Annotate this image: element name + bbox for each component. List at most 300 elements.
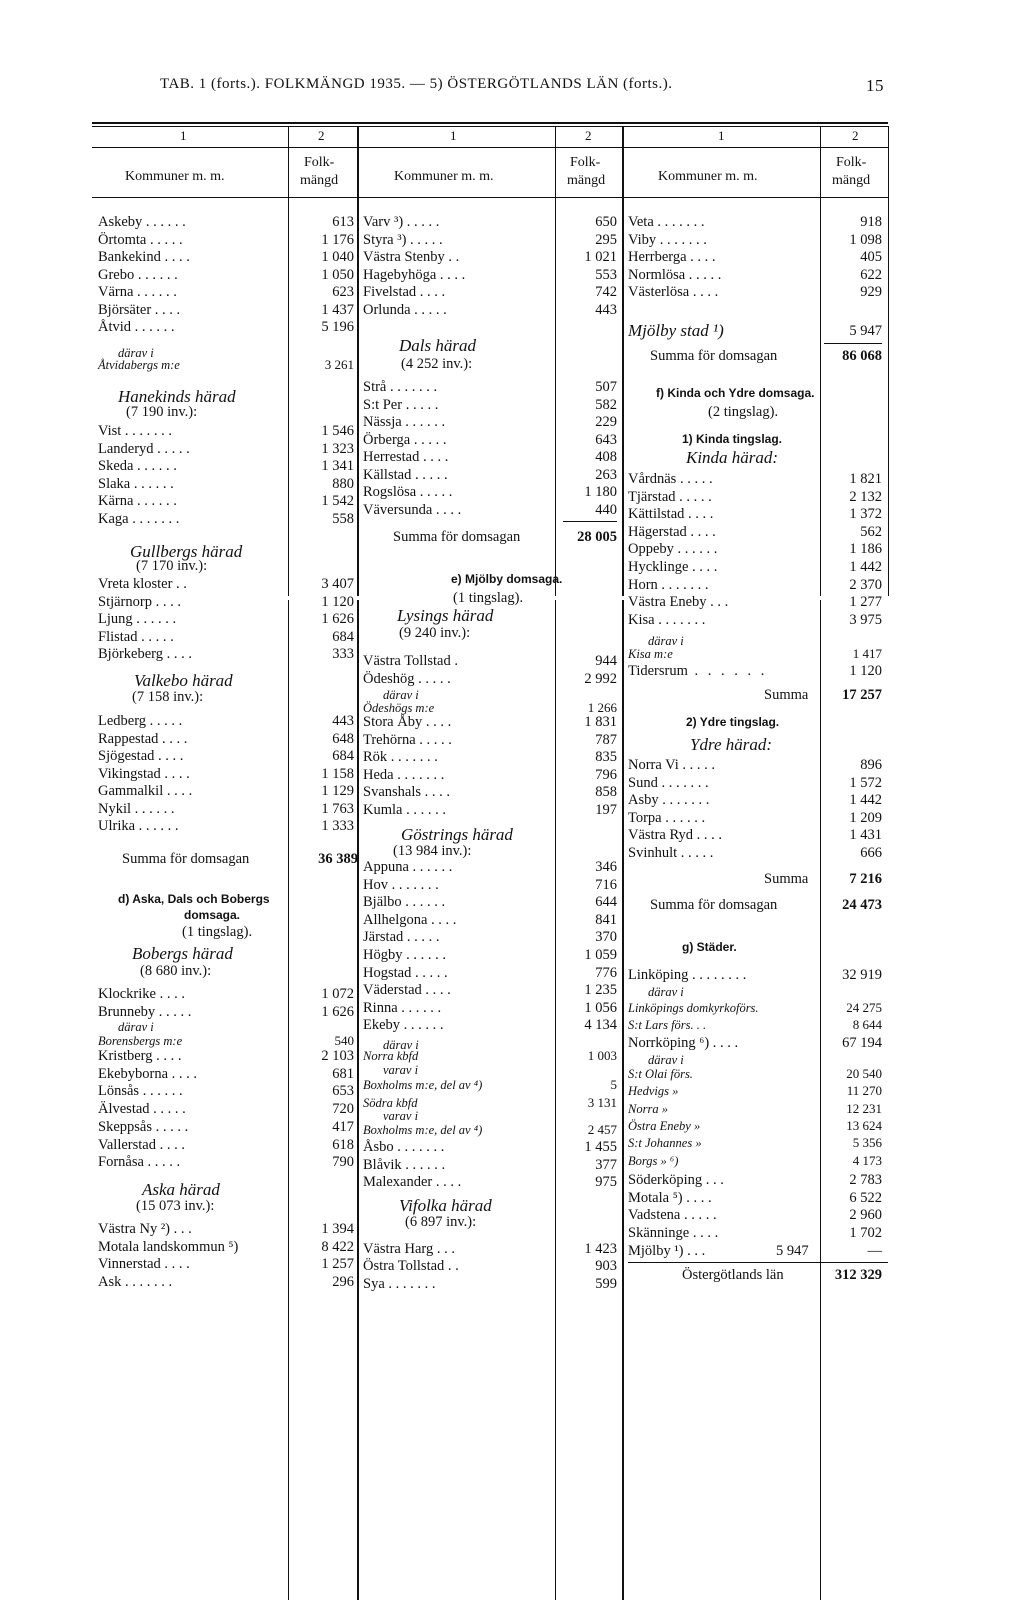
row-value: 20 540 (846, 1066, 882, 1081)
section-head: f) Kinda och Ydre domsaga. (656, 386, 815, 400)
row-name: Summa (764, 687, 809, 703)
row-name: Ulrika . . . . . . (98, 818, 179, 834)
row-value: 643 (595, 431, 617, 448)
row-value: 2 103 (321, 1048, 354, 1064)
row-value: 1 098 (849, 231, 882, 248)
row-value: 1 455 (584, 1139, 617, 1155)
table-row (98, 593, 358, 611)
table-row (363, 981, 617, 999)
row-value: 684 (332, 628, 354, 645)
harad-title: Hanekinds härad (118, 387, 236, 406)
table-row (98, 1238, 358, 1256)
page-title: TAB. 1 (forts.). FOLKMÄNGD 1935. — 5) ÖSTERGÖTLANDS LÄN (forts.). (160, 76, 673, 92)
row-name: Hedvigs » (628, 1084, 679, 1099)
row-name: Åsbo . . . . . . . (363, 1139, 445, 1155)
table-row (363, 876, 617, 894)
harad-title: Lysings härad (397, 606, 494, 625)
table-row (363, 378, 617, 396)
table-row (363, 652, 617, 670)
row-name: Herrberga . . . . (628, 249, 716, 265)
row-value: 1 431 (849, 827, 882, 843)
table-row (363, 231, 617, 249)
sum-rule (824, 343, 882, 344)
table-row (628, 1134, 882, 1152)
row-name: Västra Ny ²) . . . (98, 1221, 192, 1237)
row-name: Söderköping . . . (628, 1172, 724, 1188)
col-num-6: 2 (852, 128, 859, 143)
harad-title: Göstrings härad (401, 825, 513, 844)
col-pop-1a: Folk- (304, 155, 335, 170)
row-name: Väderstad . . . . (363, 982, 451, 999)
row-value: 896 (860, 757, 882, 773)
row-name: Askeby . . . . . . (98, 214, 186, 230)
row-name: Mjölby ¹) . . . (628, 1243, 706, 1259)
table-row (98, 800, 358, 818)
row-value: 944 (595, 653, 617, 669)
table-row (628, 1206, 882, 1224)
summa-row (628, 870, 882, 888)
row-value: 295 (595, 231, 617, 248)
row-name: Kaga . . . . . . . (98, 511, 180, 527)
row-name: Svinhult . . . . . (628, 844, 714, 861)
row-name: Bankekind . . . . (98, 249, 190, 265)
row-value: 1 186 (849, 541, 882, 558)
row-value: 1 158 (321, 765, 354, 782)
row-value: 841 (595, 911, 617, 928)
table-row (98, 510, 358, 528)
table-row (363, 766, 617, 784)
row-name: Nässja . . . . . . (363, 414, 446, 430)
row-value: 3 261 (324, 357, 354, 372)
row-name: Herrestad . . . . (363, 449, 449, 465)
harad-pop: (15 073 inv.): (136, 1198, 215, 1214)
table-row (98, 1220, 358, 1238)
row-name: Sund . . . . . . . (628, 774, 709, 791)
table-row (98, 1100, 358, 1118)
summa-row (628, 896, 882, 914)
table-row (98, 475, 358, 493)
row-name: Åtvidabergs m:e (98, 358, 180, 372)
darav-label: därav i (648, 985, 684, 999)
row-value: 12 231 (846, 1100, 882, 1116)
row-name: Ödeshögs m:e (363, 701, 435, 715)
table-row (363, 213, 617, 231)
sum-rule (563, 521, 617, 522)
row-name: Summa för domsagan (650, 348, 778, 364)
table-row (363, 946, 617, 964)
row-value: 776 (595, 964, 617, 981)
table-row (363, 1240, 617, 1258)
row-name: Viby . . . . . . . (628, 231, 707, 248)
table-row (628, 558, 882, 576)
table-row (628, 593, 882, 611)
ting-head: 2) Ydre tingslag. (686, 715, 780, 729)
row-value: 6 522 (849, 1189, 882, 1206)
row-name: Hycklinge . . . . (628, 559, 718, 575)
row-name: Boxholms m:e, del av ⁴) (363, 1123, 483, 1137)
table-row (363, 301, 617, 319)
row-value: 1 626 (321, 611, 354, 628)
table-row (628, 266, 882, 284)
row-value: 4 173 (852, 1152, 882, 1168)
harad-pop: (7 170 inv.): (136, 558, 208, 574)
row-value: 1 277 (849, 594, 882, 611)
row-value: 8 644 (852, 1017, 882, 1032)
row-name: Landeryd . . . . . (98, 440, 190, 457)
table-row (628, 611, 882, 629)
row-name: Veta . . . . . . . (628, 214, 705, 230)
table-row (628, 1224, 882, 1242)
table-row (98, 266, 358, 284)
row-value: 370 (595, 929, 617, 946)
row-value: 263 (595, 466, 617, 483)
table-row (363, 801, 617, 819)
row-name: Sya . . . . . . . (363, 1275, 436, 1292)
row-name: Tidersrum . . . . . . (628, 663, 768, 679)
row-name: Vårdnäs . . . . . (628, 471, 713, 487)
row-value: 1 372 (849, 506, 882, 523)
row-value: 1 572 (849, 774, 882, 791)
row-value: 599 (595, 1275, 617, 1292)
harad-title: Bobergs härad (132, 944, 233, 963)
row-name: Oppeby . . . . . . (628, 541, 718, 558)
table-row (628, 523, 882, 541)
row-value: 650 (595, 214, 617, 230)
table-row (363, 893, 617, 911)
row-name: Normlösa . . . . . (628, 266, 722, 283)
table-row (628, 1117, 882, 1135)
table-row (628, 505, 882, 523)
table-row (363, 731, 617, 749)
summa-row (98, 850, 358, 868)
row-name: Kristberg . . . . (98, 1048, 182, 1064)
vline-4 (622, 126, 624, 596)
row-value: 613 (332, 214, 354, 230)
section-ting: (1 tingslag). (182, 924, 253, 940)
row-value: 1 323 (321, 440, 354, 457)
row-name: Hägerstad . . . . (628, 523, 716, 540)
row-name: Kisa . . . . . . . (628, 611, 706, 628)
table-row (628, 1242, 882, 1260)
row-name: Linköpings domkyrkoförs. (628, 1001, 759, 1015)
row-name: Östra Tollstad . . (363, 1258, 459, 1275)
row-name: Södra kbfd (363, 1096, 418, 1110)
row-value: 28 005 (577, 529, 617, 545)
row-value: 1 763 (321, 800, 354, 817)
row-name: Västra Harg . . . (363, 1241, 455, 1257)
table-row (98, 645, 358, 663)
row-value: 443 (332, 713, 354, 729)
row-name: Vallerstad . . . . (98, 1136, 185, 1153)
row-value: 2 457 (587, 1122, 617, 1137)
table-row (628, 662, 882, 680)
row-value: 32 919 (842, 967, 882, 983)
row-name: Björkeberg . . . . (98, 646, 192, 663)
row-value: 17 257 (842, 687, 882, 703)
row-name: Högby . . . . . . (363, 947, 446, 963)
row-value: 377 (595, 1156, 617, 1173)
table-row (628, 576, 882, 594)
darav-label: därav i (648, 634, 684, 648)
row-value: 720 (332, 1101, 354, 1118)
row-name: Vreta kloster . . (98, 576, 187, 592)
row-name: Ask . . . . . . . (98, 1274, 173, 1291)
row-value: 903 (595, 1258, 617, 1275)
row-value: 1 821 (849, 471, 882, 487)
section-head: e) Mjölby domsaga. (451, 572, 563, 586)
table-row (98, 283, 358, 301)
row-name: Gammalkil . . . . (98, 783, 193, 799)
darav-label: därav i (648, 1053, 684, 1067)
row-value: 7 216 (849, 871, 882, 887)
row-name: Kumla . . . . . . (363, 802, 446, 818)
table-row (628, 540, 882, 558)
ting-head: 1) Kinda tingslag. (682, 432, 783, 446)
row-name: Väversunda . . . . (363, 501, 462, 518)
row-value: 880 (332, 475, 354, 492)
table-row (363, 283, 617, 301)
row-name: Orlunda . . . . . (363, 301, 447, 318)
row-name: Vikingstad . . . . (98, 765, 190, 782)
table-row (98, 440, 358, 458)
section-head: g) Städer. (682, 940, 737, 954)
row-value: 562 (860, 523, 882, 540)
row-value: 4 134 (584, 1017, 617, 1034)
section-head: domsaga. (184, 908, 241, 922)
row-name: Strå . . . . . . . (363, 379, 438, 395)
row-name: Summa (764, 871, 809, 887)
row-name: Örberga . . . . . (363, 431, 447, 448)
top-rule (92, 122, 888, 124)
row-value: 653 (332, 1083, 354, 1100)
row-name: Summa för domsagan (393, 529, 521, 545)
section-head: d) Aska, Dals och Bobergs (118, 892, 270, 906)
table-row (98, 1065, 358, 1083)
row-value: 1 176 (321, 231, 354, 248)
row-value: 2 132 (849, 488, 882, 505)
total-row (628, 1266, 882, 1284)
row-name: Stora Åby . . . . (363, 714, 452, 730)
row-name: Ljung . . . . . . (98, 611, 177, 628)
row-name: Rappestad . . . . (98, 730, 188, 747)
table-row (98, 1082, 358, 1100)
table-row (98, 817, 358, 835)
table-row (363, 783, 617, 801)
harad-pop: (7 158 inv.): (132, 689, 204, 705)
row-name: Skeda . . . . . . (98, 458, 177, 475)
row-value: 11 270 (846, 1083, 882, 1099)
table-row (628, 1034, 882, 1052)
row-value: 540 (334, 1033, 354, 1048)
table-row (363, 858, 617, 876)
row-name: Vist . . . . . . . (98, 423, 173, 439)
harad-pop: (8 680 inv.): (140, 963, 212, 979)
row-name: Sjögestad . . . . (98, 748, 184, 764)
row-name: Motala ⁵) . . . . (628, 1189, 712, 1206)
table-row (628, 213, 882, 231)
table-row (98, 1047, 358, 1065)
table-row (363, 466, 617, 484)
row-value: 558 (332, 511, 354, 527)
row-name: Lönsås . . . . . . (98, 1083, 183, 1100)
row-value: 443 (595, 301, 617, 318)
table-row (628, 231, 882, 249)
harad-title: Valkebo härad (134, 671, 233, 690)
summa-row (628, 347, 882, 365)
row-value: 36 389 (318, 851, 358, 867)
col-num-2: 2 (318, 128, 325, 143)
table-row (363, 1016, 617, 1034)
table-row (98, 492, 358, 510)
row-value: 1 626 (321, 1003, 354, 1020)
harad-pop: (6 897 inv.): (405, 1214, 477, 1230)
row-name: Örtomta . . . . . (98, 231, 183, 248)
table-row (98, 1273, 358, 1291)
table-row (363, 501, 617, 519)
row-value: 787 (595, 731, 617, 748)
table-row (363, 911, 617, 929)
vline-4b (622, 600, 624, 1600)
row-value: 1 542 (321, 493, 354, 510)
row-name: Heda . . . . . . . (363, 766, 445, 783)
row-name: Norrköping ⁶) . . . . (628, 1035, 739, 1051)
row-value: 1 702 (849, 1224, 882, 1241)
row-value: 2 992 (584, 670, 617, 687)
row-name: Västra Eneby . . . (628, 594, 729, 611)
row-name: Brunneby . . . . . (98, 1003, 192, 1020)
table-row (98, 782, 358, 800)
row-value: 24 473 (842, 897, 882, 913)
darav-label: därav i (383, 1038, 419, 1052)
row-value: 8 422 (321, 1238, 354, 1255)
row-name: Nykil . . . . . . (98, 800, 175, 817)
row-name: Slaka . . . . . . (98, 475, 174, 492)
row-value: 553 (595, 266, 617, 283)
row-value: 2 960 (849, 1207, 882, 1224)
row-value: 5 (610, 1077, 617, 1092)
row-name: Stjärnorp . . . . (98, 593, 181, 610)
row-value: 507 (595, 379, 617, 395)
row-value: 2 783 (849, 1172, 882, 1188)
harad-title: Aska härad (142, 1180, 220, 1199)
col-num-4: 2 (585, 128, 592, 143)
table-row (363, 713, 617, 731)
row-value: 86 068 (842, 348, 882, 364)
total-rule (628, 1262, 888, 1263)
table-row (363, 1138, 617, 1156)
table-row (628, 283, 882, 301)
table-row (98, 231, 358, 249)
row-value: 197 (595, 802, 617, 818)
table-row (363, 928, 617, 946)
row-value: 312 329 (834, 1267, 882, 1283)
table-row (363, 1121, 617, 1139)
table-row (98, 457, 358, 475)
table-row (98, 248, 358, 266)
num-rule (92, 147, 888, 148)
table-row (98, 610, 358, 628)
row-name: Vadstena . . . . . (628, 1207, 717, 1224)
table-row (98, 301, 358, 319)
section-ting: (1 tingslag). (453, 590, 524, 606)
row-name: Varv ³) . . . . . (363, 214, 440, 230)
table-row (98, 730, 358, 748)
head-rule (92, 197, 888, 198)
row-name: Asby . . . . . . . (628, 792, 710, 808)
row-name: Appuna . . . . . . (363, 859, 453, 875)
row-name: S:t Johannes » (628, 1136, 702, 1151)
row-value: 1 257 (321, 1256, 354, 1273)
row-name: Rinna . . . . . . (363, 999, 442, 1016)
row-value: 1 442 (849, 559, 882, 575)
row-name: Kättilstad . . . . (628, 506, 714, 523)
row-value: 1 442 (849, 792, 882, 808)
harad-title: Dals härad (399, 336, 476, 355)
row-value: 346 (595, 859, 617, 875)
row-name: Kärna . . . . . . (98, 493, 177, 510)
row-name: Norra » (628, 1101, 668, 1116)
row-value: 716 (595, 876, 617, 893)
row-value: 618 (332, 1136, 354, 1153)
row-value: 975 (595, 1174, 617, 1190)
table-row (628, 645, 882, 663)
summa-row (363, 528, 617, 546)
row-name: Västra Stenby . . (363, 249, 460, 265)
row-name: Kisa m:e (628, 647, 673, 661)
row-name: Västerlösa . . . . (628, 284, 719, 300)
row-value: 684 (332, 748, 354, 764)
row-value: 1 437 (321, 301, 354, 318)
row-value: 796 (595, 766, 617, 783)
row-value: 1 021 (584, 249, 617, 265)
row-value: 2 370 (849, 576, 882, 593)
table-row (98, 575, 358, 593)
row-name: Mjölby stad ¹) (628, 321, 724, 340)
row-name: Flistad . . . . . (98, 628, 174, 645)
row-value: — (867, 1243, 882, 1259)
harad-title: Gullbergs härad (130, 542, 243, 561)
row-value: 1 059 (584, 947, 617, 963)
table-row (363, 1173, 617, 1191)
row-value: 417 (332, 1118, 354, 1135)
row-value: 3 407 (321, 576, 354, 592)
row-name: S:t Per . . . . . (363, 396, 439, 413)
darav-label: därav i (118, 1020, 154, 1034)
row-name: Blåvik . . . . . . (363, 1156, 446, 1173)
table-row (363, 248, 617, 266)
table-row (628, 322, 882, 340)
table-row (628, 966, 882, 984)
col-pop-3a: Folk- (836, 155, 867, 170)
table-row (363, 999, 617, 1017)
row-name: Trehörna . . . . . (363, 731, 452, 748)
darav-label: därav i (383, 688, 419, 702)
row-value: 1 056 (584, 999, 617, 1016)
row-name: Hogstad . . . . . (363, 964, 448, 981)
row-name: Källstad . . . . . (363, 466, 448, 483)
row-value: 622 (860, 266, 882, 283)
table-row (363, 1076, 617, 1094)
row-value: 666 (860, 844, 882, 861)
table-row (363, 670, 617, 688)
table-row (363, 448, 617, 466)
table-row (628, 488, 882, 506)
table-row (98, 712, 358, 730)
harad-pop: (9 240 inv.): (399, 625, 471, 641)
row-value: 5 947 (776, 1243, 809, 1259)
table-row (628, 999, 882, 1017)
table-row (628, 1016, 882, 1034)
